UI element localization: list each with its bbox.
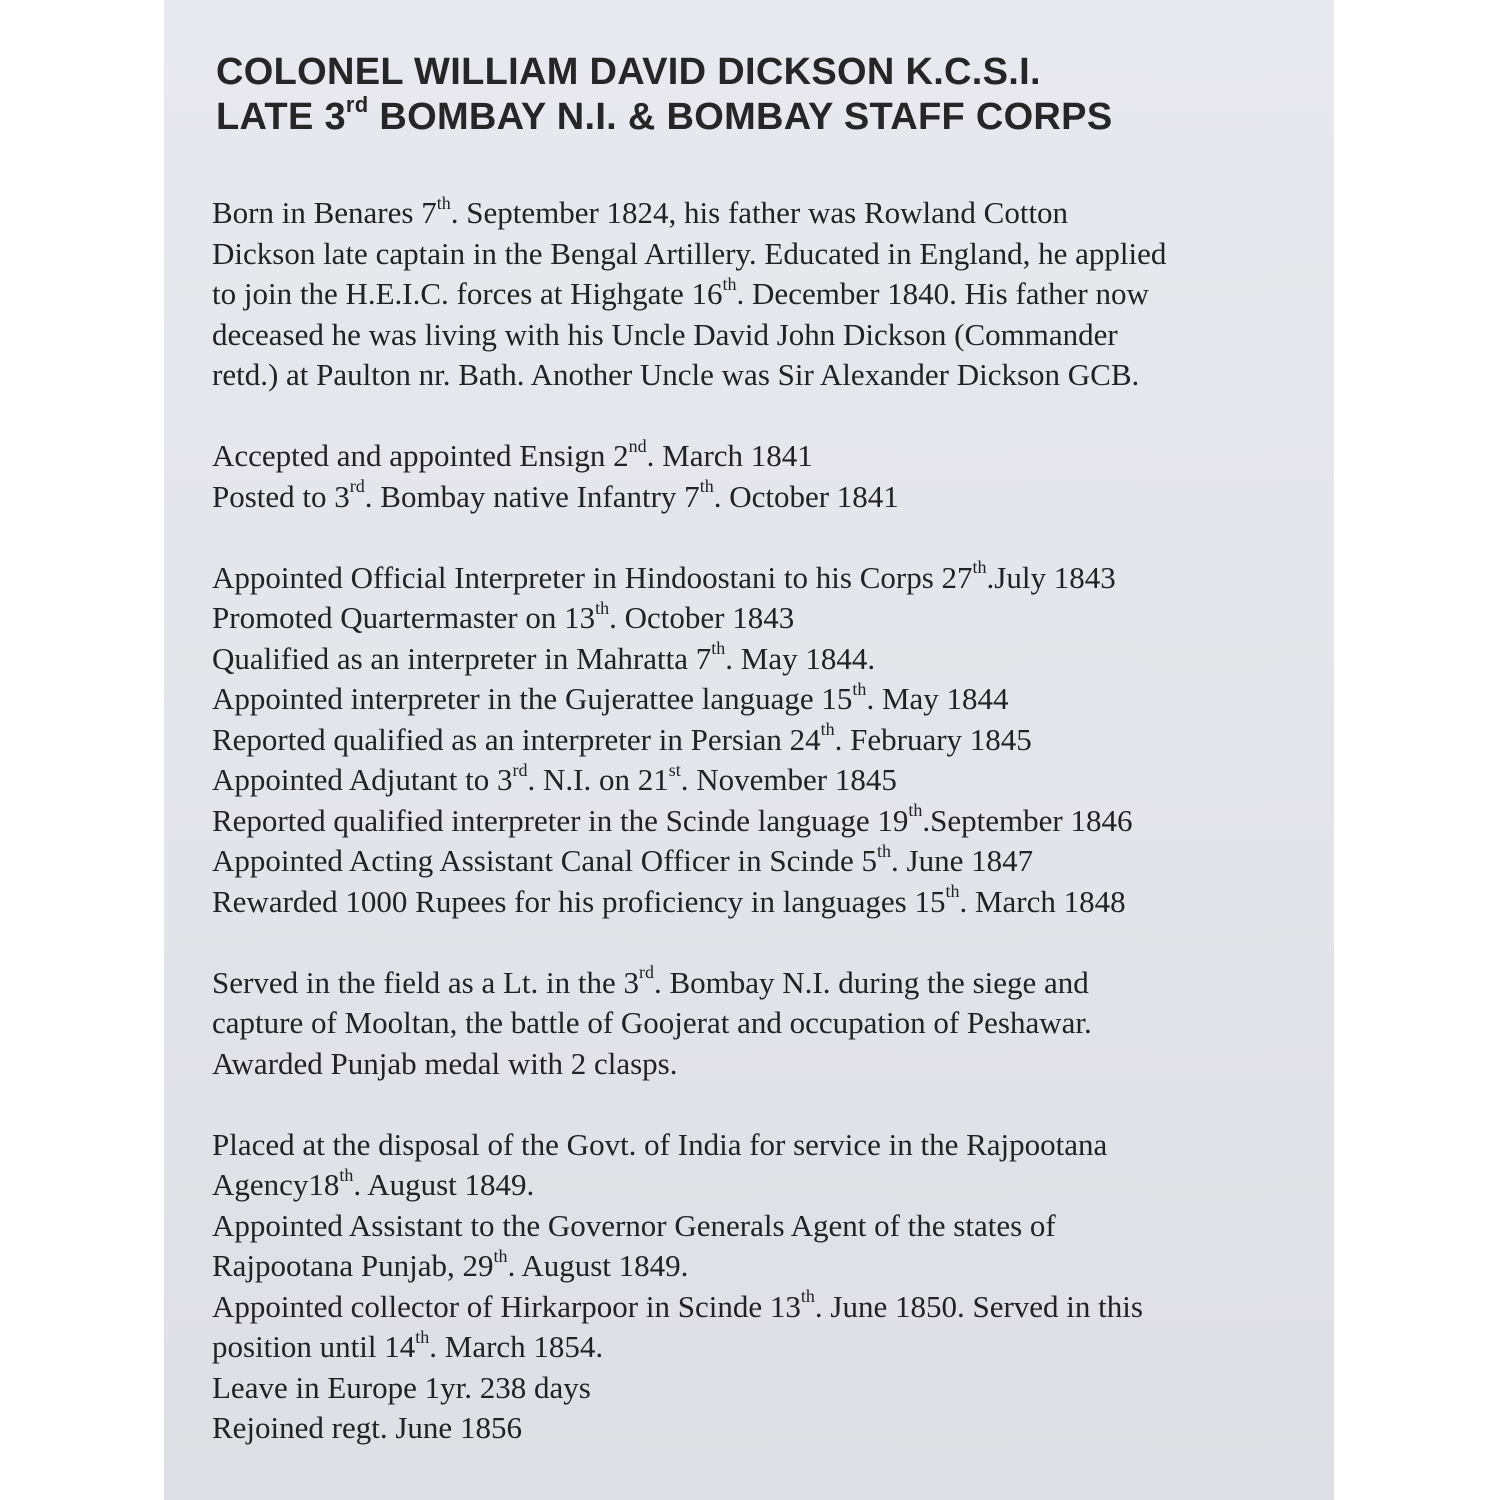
career-entry: Rewarded 1000 Rupees for his proficiency in languages 15th. March 1848: [212, 881, 1126, 919]
later-line: Agency18th. August 1849.: [212, 1164, 535, 1202]
intro-line: to join the H.E.I.C. forces at Highgate 16th. December 1840. His father now: [212, 273, 1149, 311]
field-line: Awarded Punjab medal with 2 clasps.: [212, 1045, 678, 1081]
career-entry: Appointed interpreter in the Gujerattee language 15th. May 1844: [212, 678, 1009, 716]
appointments-paragraph: [212, 558, 1292, 923]
intro-line: retd.) at Paulton nr. Bath. Another Uncle was Sir Alexander Dickson GCB.: [212, 357, 1140, 392]
intro-line: Born in Benares 7th. September 1824, his father was Rowland Cotton: [212, 192, 1069, 230]
document-sheet: [164, 0, 1334, 1500]
field-line: Served in the field as a Lt. in the 3rd. Bombay N.I. during the siege and: [212, 962, 1089, 1000]
intro-line: Dickson late captain in the Bengal Artillery. Educated in England, he applied: [212, 235, 1167, 271]
title-line-2: LATE 3rd BOMBAY N.I. & BOMBAY STAFF CORPS: [216, 92, 1113, 138]
field-line: capture of Mooltan, the battle of Goojerat and occupation of Peshawar.: [212, 1005, 1092, 1040]
later-line: Appointed Assistant to the Governor Generals Agent of the states of: [212, 1207, 1056, 1243]
career-entry: Posted to 3rd. Bombay native Infantry 7th. October 1841: [212, 476, 899, 514]
career-entry: Qualified as an interpreter in Mahratta 7th. May 1844.: [212, 638, 876, 676]
document-title: [216, 50, 1112, 140]
career-entry: Promoted Quartermaster on 13th. October 1843: [212, 597, 795, 635]
career-entry: Appointed Acting Assistant Canal Officer in Scinde 5th. June 1847: [212, 840, 1034, 878]
career-entry: Appointed Adjutant to 3rd. N.I. on 21st. November 1845: [212, 759, 897, 797]
early-career-paragraph: [212, 436, 1292, 517]
document-body: [212, 193, 1292, 1449]
field-service-paragraph: [212, 963, 1292, 1085]
career-entry: Appointed Official Interpreter in Hindoostani to his Corps 27th.July 1843: [212, 557, 1116, 595]
later-service-paragraph: [212, 1125, 1292, 1449]
later-line: Appointed collector of Hirkarpoor in Scinde 13th. June 1850. Served in this: [212, 1286, 1143, 1324]
later-line: Rajpootana Punjab, 29th. August 1849.: [212, 1245, 689, 1283]
later-line: Placed at the disposal of the Govt. of India for service in the Rajpootana: [212, 1126, 1108, 1162]
career-entry: Accepted and appointed Ensign 2nd. March 1841: [212, 435, 813, 473]
later-line: Leave in Europe 1yr. 238 days: [212, 1369, 591, 1405]
later-line: position until 14th. March 1854.: [212, 1326, 604, 1364]
career-entry: Reported qualified interpreter in the Scinde language 19th.September 1846: [212, 800, 1133, 838]
intro-line: deceased he was living with his Uncle David John Dickson (Commander: [212, 316, 1118, 352]
career-entry: Reported qualified as an interpreter in Persian 24th. February 1845: [212, 719, 1032, 757]
later-line: Rejoined regt. June 1856: [212, 1410, 522, 1445]
title-line-1: COLONEL WILLIAM DAVID DICKSON K.C.S.I.: [216, 51, 1041, 93]
intro-paragraph: [212, 193, 1292, 396]
